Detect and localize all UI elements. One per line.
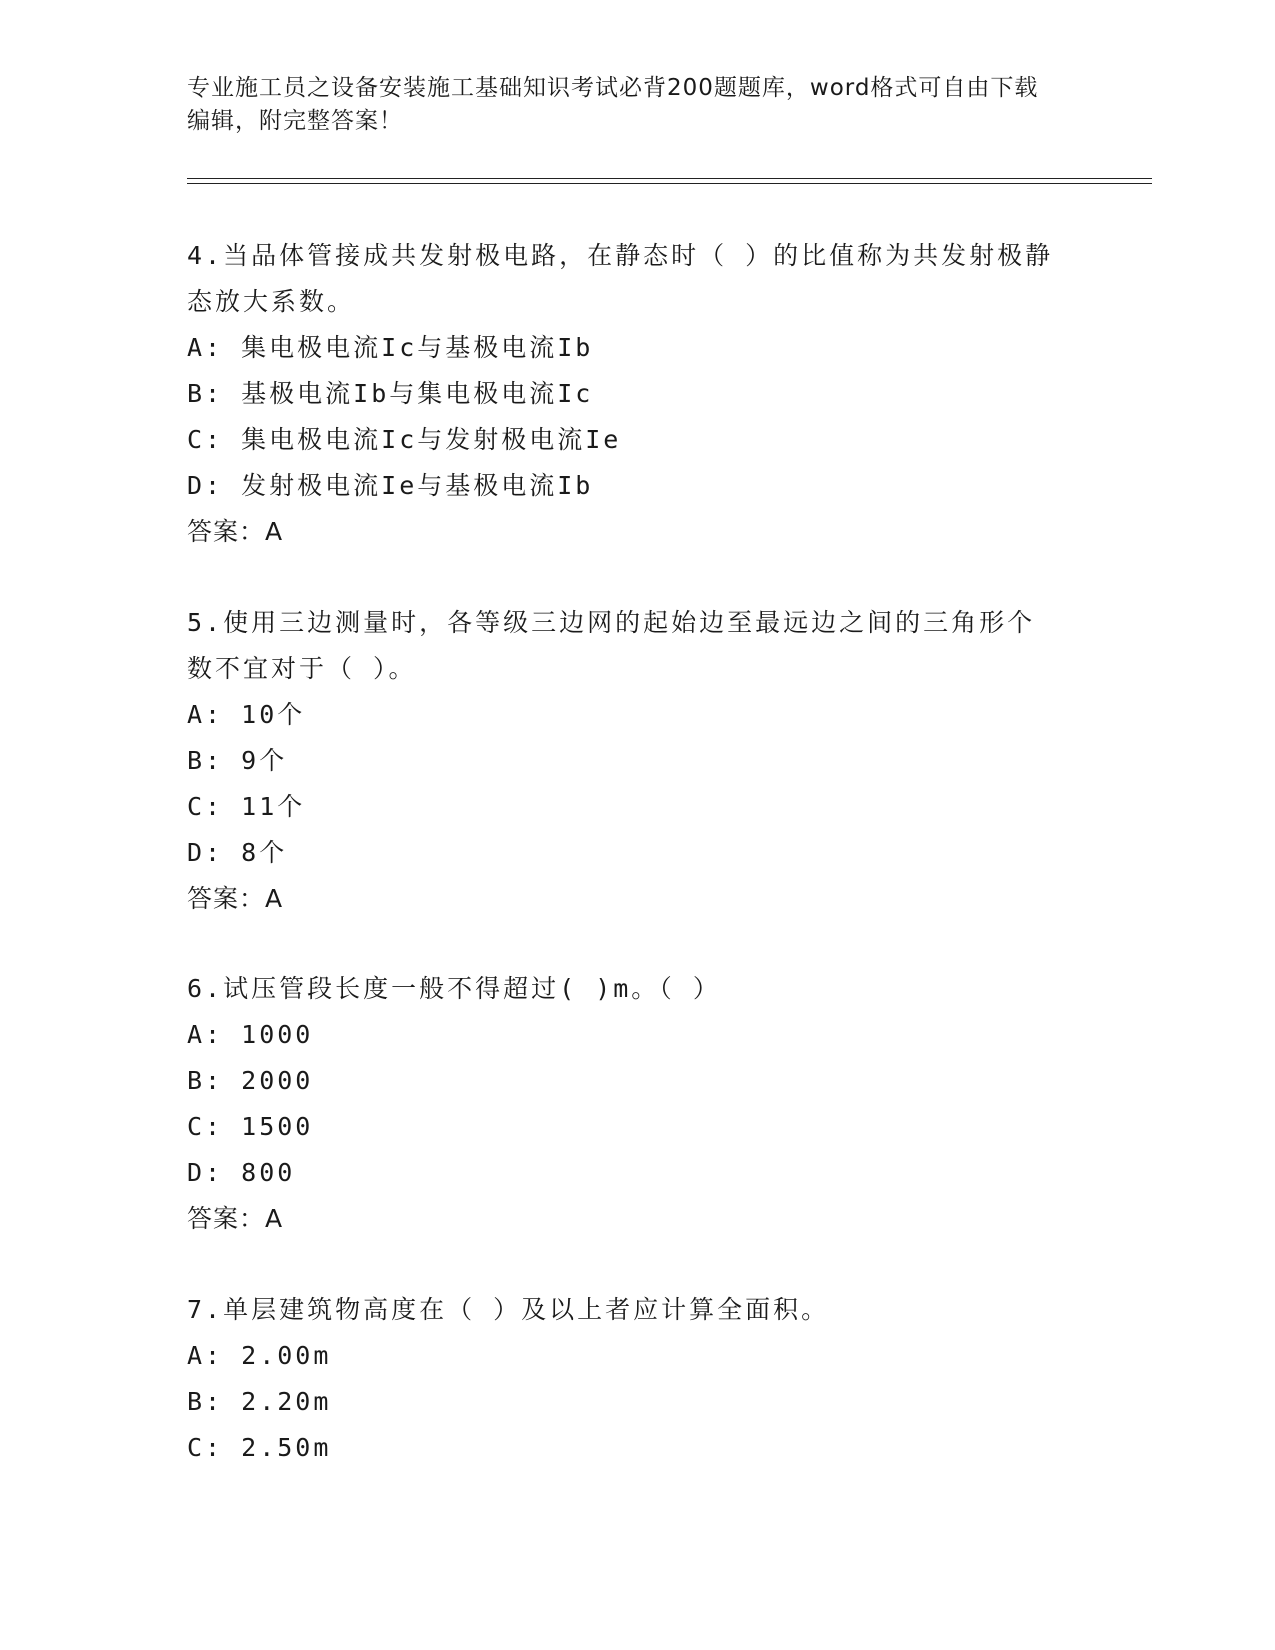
answer-label: 答案：A xyxy=(187,884,284,913)
document-header xyxy=(187,72,1087,138)
option-b: B: 9个 xyxy=(187,746,288,775)
question-7 xyxy=(187,1287,1087,1471)
option-b: B: 基极电流Ib与集电极电流Ic xyxy=(187,379,594,408)
option-a: A: 10个 xyxy=(187,700,306,729)
option-d: D: 8个 xyxy=(187,838,288,867)
option-d: D: 800 xyxy=(187,1158,296,1187)
option-c: C: 11个 xyxy=(187,792,306,821)
option-c: C: 集电极电流Ic与发射极电流Ie xyxy=(187,425,622,454)
option-c: C: 1500 xyxy=(187,1112,314,1141)
option-a: A: 集电极电流Ic与基极电流Ib xyxy=(187,333,594,362)
question-6 xyxy=(187,966,1087,1242)
question-stem-line-1: 4.当品体管接成共发射极电路，在静态时（ ）的比值称为共发射极静 xyxy=(187,241,1054,270)
option-b: B: 2.20m xyxy=(187,1387,332,1416)
option-d: D: 发射极电流Ie与基极电流Ib xyxy=(187,471,594,500)
header-title-line-2: 编辑，附完整答案！ xyxy=(187,108,403,134)
option-b: B: 2000 xyxy=(187,1066,314,1095)
option-a: A: 1000 xyxy=(187,1020,314,1049)
question-stem-line-2: 数不宜对于（ ）。 xyxy=(187,654,417,683)
question-5 xyxy=(187,600,1087,922)
answer-label: 答案：A xyxy=(187,1204,284,1233)
question-stem-line-1: 6.试压管段长度一般不得超过( )m。（ ） xyxy=(187,974,721,1003)
question-4 xyxy=(187,233,1087,555)
header-divider-bottom xyxy=(187,183,1152,184)
option-a: A: 2.00m xyxy=(187,1341,332,1370)
header-divider-top xyxy=(187,178,1152,179)
option-c: C: 2.50m xyxy=(187,1433,332,1462)
question-stem-line-2: 态放大系数。 xyxy=(187,287,356,316)
header-title-line-1: 专业施工员之设备安装施工基础知识考试必背200题题库，word格式可自由下载 xyxy=(187,75,1039,101)
answer-label: 答案：A xyxy=(187,517,284,546)
question-stem-line-1: 5.使用三边测量时，各等级三边网的起始边至最远边之间的三角形个 xyxy=(187,608,1036,637)
question-stem-line-1: 7.单层建筑物高度在（ ）及以上者应计算全面积。 xyxy=(187,1295,830,1324)
